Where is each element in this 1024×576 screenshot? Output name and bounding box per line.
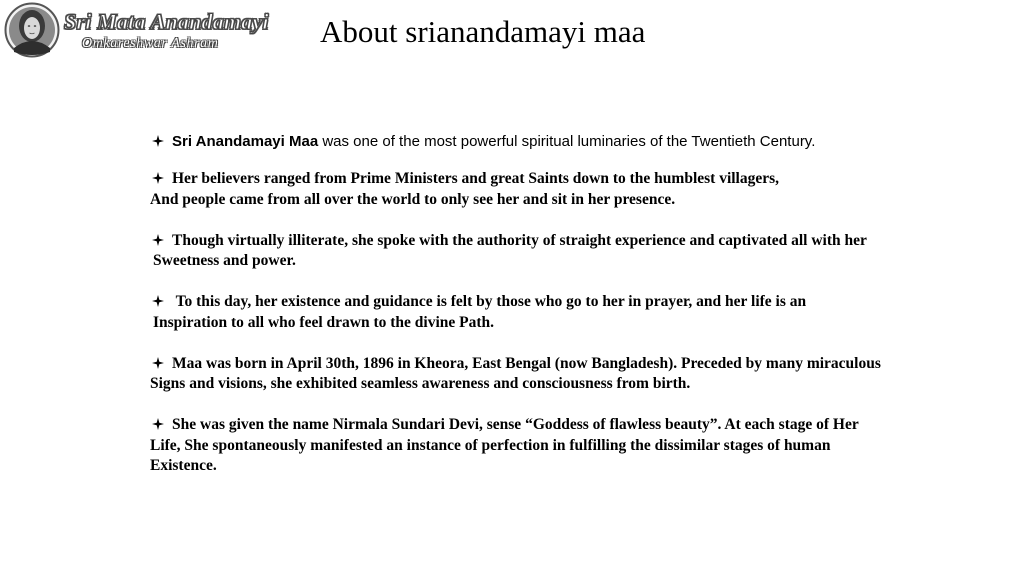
bullet-line-continued: Sweetness and power.: [153, 252, 296, 269]
bullet-line-first: [150, 231, 1012, 252]
logo-title: Sri Mata Anandamayi: [64, 9, 269, 34]
bullet-item: [150, 231, 1012, 272]
bullet-line-first: [150, 415, 1012, 436]
bullet-line-continued: Inspiration to all who feel drawn to the divine Path.: [153, 313, 495, 331]
bullet-line-continued: Signs and visions, she exhibited seamless awareness and consciousness from birth.: [150, 375, 691, 392]
bullet-item: [150, 415, 1012, 477]
bullet-text: Her believers ranged from Prime Ministers and great Saints down to the humblest villagers,: [172, 170, 780, 187]
bullet-line-first: [150, 354, 1012, 375]
intro-text: was one of the most powerful spiritual luminaries of the Twentieth Century.: [318, 133, 816, 150]
diamond-bullet-icon: [152, 234, 164, 246]
bullet-text: Though virtually illiterate, she spoke with the authority of straight experience and captivated all with her: [172, 231, 867, 249]
bullet-text: To this day, her existence and guidance is felt by those who go to her in prayer, and her life is an: [172, 293, 807, 310]
intro-name: Sri Anandamayi Maa: [172, 133, 319, 150]
logo-subtitle: Omkareshwar Ashram: [82, 36, 219, 51]
bullet-item: [150, 169, 1012, 210]
ashram-logo: [4, 2, 276, 60]
bullet-line-first: [150, 292, 1012, 313]
bullet-item: [150, 292, 1012, 333]
page-title: About srianandamayi maa: [320, 14, 646, 49]
bullet-line-first: [150, 169, 1012, 190]
diamond-bullet-icon: [152, 418, 164, 430]
bullet-item: [150, 354, 1012, 395]
bullet-text: Maa was born in April 30th, 1896 in Kheora, East Bengal (now Bangladesh). Preceded by many miraculous: [172, 354, 881, 372]
diamond-bullet-icon: [152, 295, 164, 307]
bullet-line-continued: And people came from all over the world to only see her and sit in her presence.: [150, 190, 676, 208]
portrait-medallion-icon: [4, 2, 60, 58]
bullet-list: [150, 169, 1012, 477]
intro-bullet: [150, 132, 1012, 152]
diamond-bullet-icon: [152, 357, 164, 369]
bullet-line-continued: Existence.: [150, 457, 217, 474]
content-body: [150, 132, 1012, 497]
diamond-bullet-icon: [152, 172, 164, 184]
bullet-text: She was given the name Nirmala Sundari Devi, sense “Goddess of flawless beauty”. At each stage of Her: [172, 416, 859, 433]
diamond-bullet-icon: [152, 135, 164, 147]
bullet-line-continued: Life, She spontaneously manifested an instance of perfection in fulfilling the dissimilar stages of human: [150, 436, 831, 454]
